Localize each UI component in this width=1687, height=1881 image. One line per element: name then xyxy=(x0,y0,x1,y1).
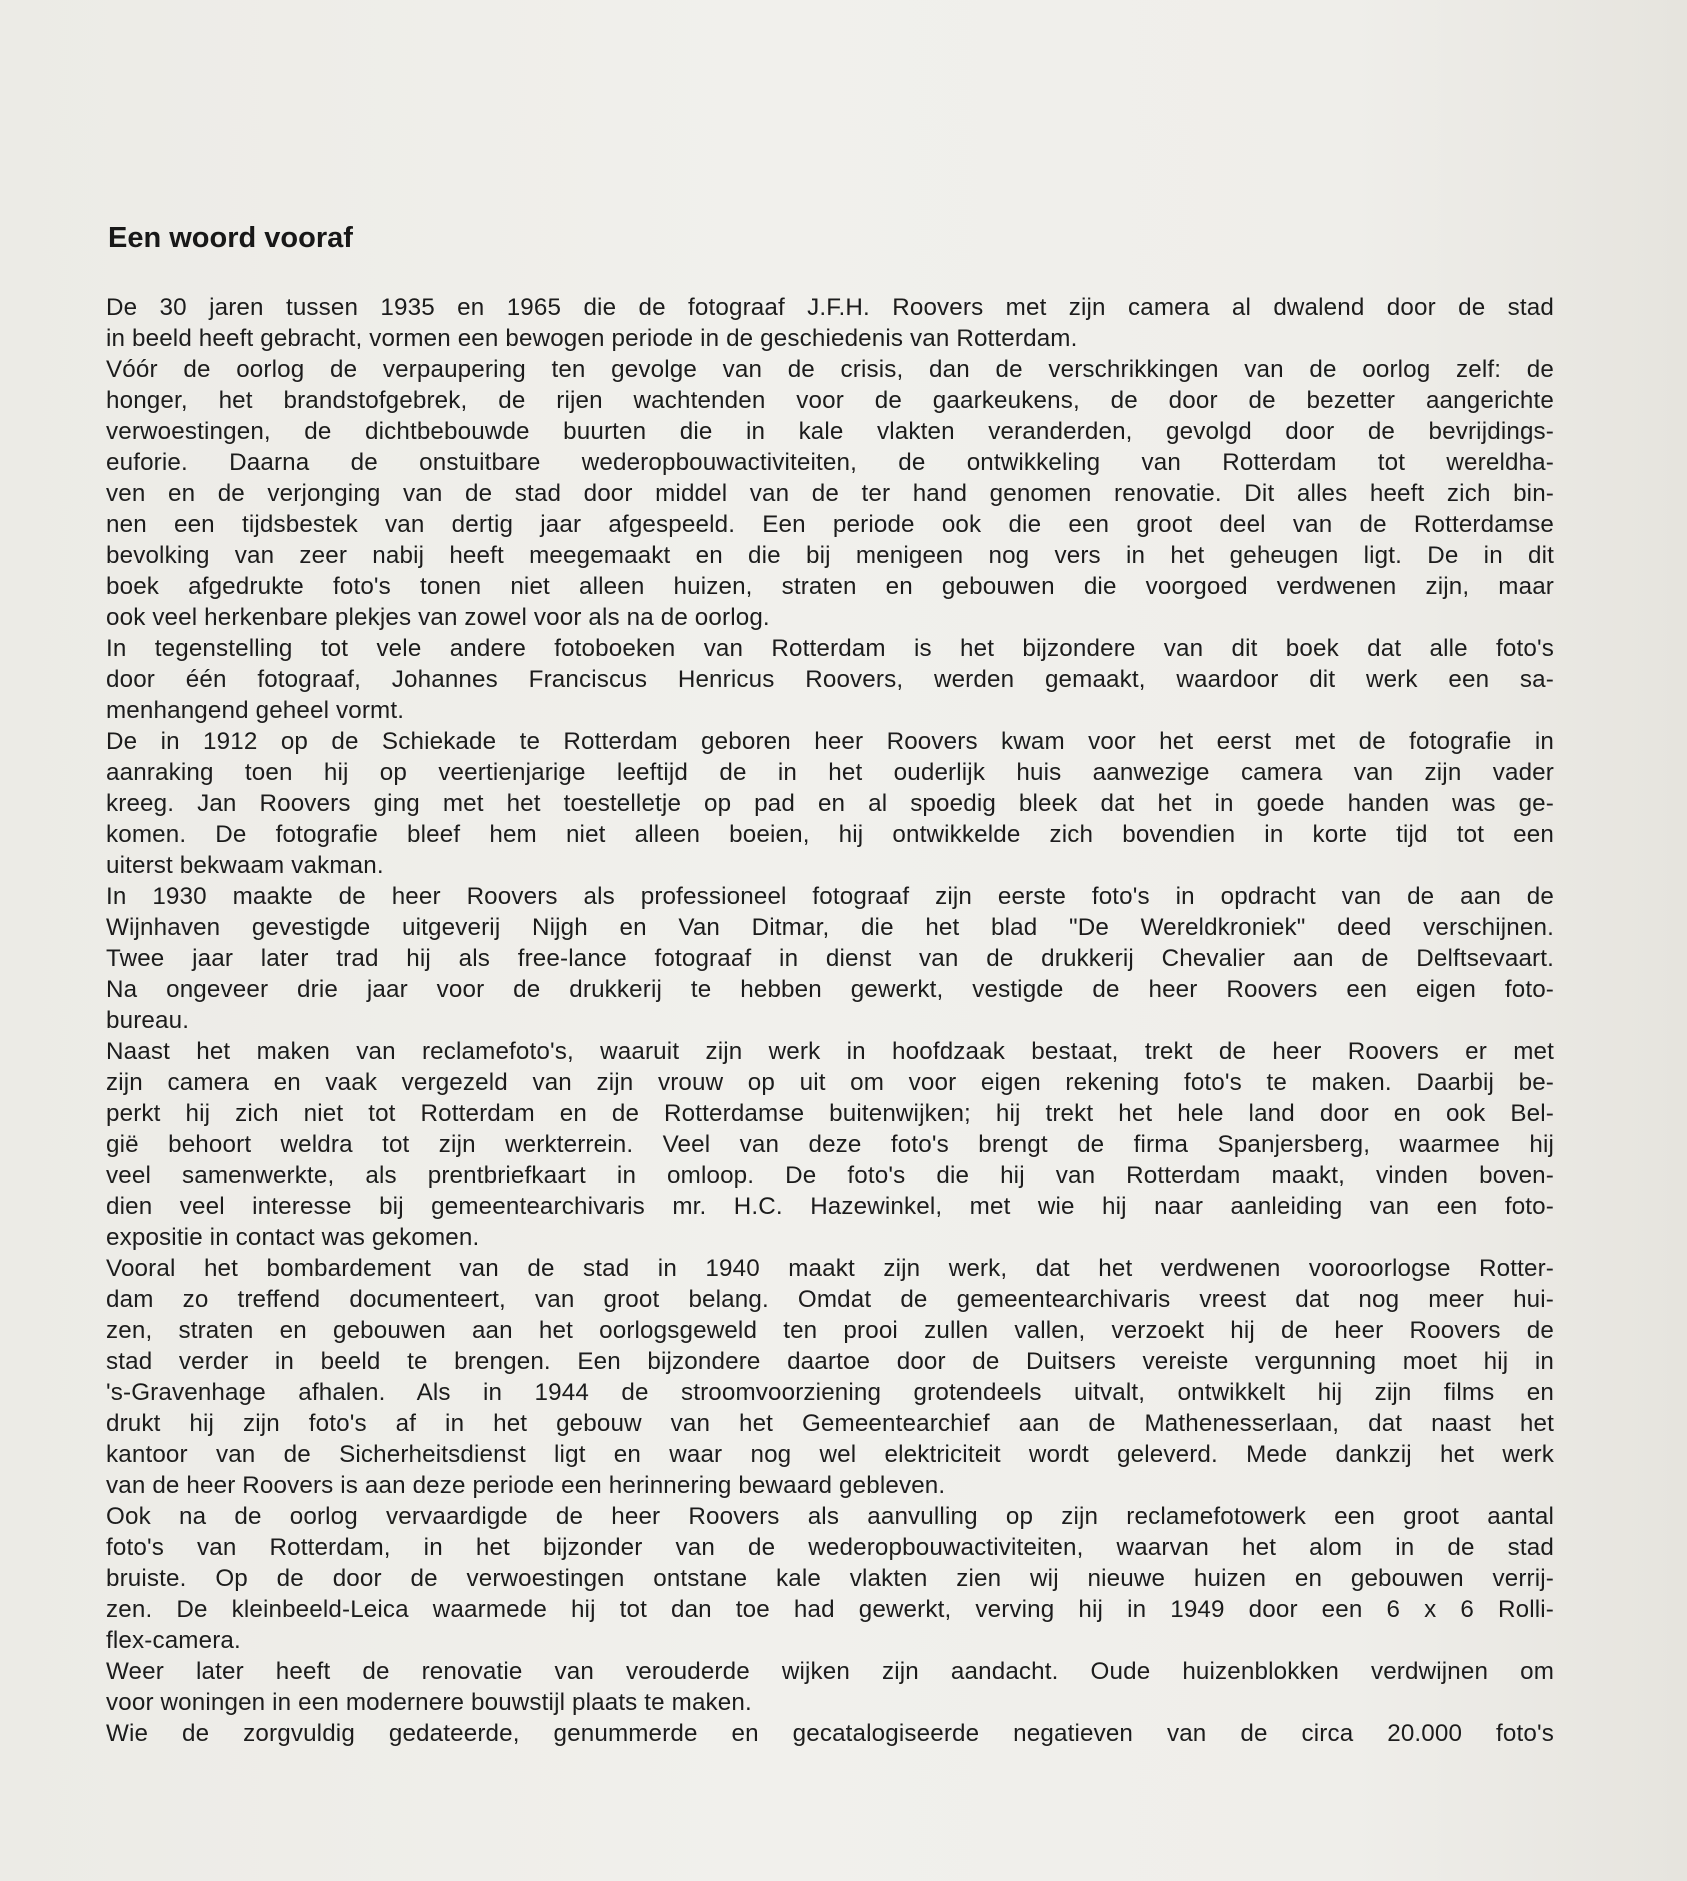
text-line: ook veel herkenbare plekjes van zowel voor als na de oorlog. xyxy=(106,604,770,631)
text-line: in beeld heeft gebracht, vormen een bewogen periode in de geschiedenis van Rotterdam. xyxy=(106,325,1078,352)
text-line: Na ongeveer drie jaar voor de drukkerij te hebben gewerkt, vestigde de heer Roovers een eigen foto- xyxy=(106,976,1554,1003)
text-line: van de heer Roovers is aan deze periode een herinnering bewaard gebleven. xyxy=(106,1472,946,1499)
text-line: Vooral het bombardement van de stad in 1940 maakt zijn werk, dat het verdwenen vooroorlogse Rotter- xyxy=(106,1255,1554,1282)
text-line: flex-camera. xyxy=(106,1627,241,1654)
text-line: bevolking van zeer nabij heeft meegemaakt en die bij menigeen nog vers in het geheugen ligt. De in dit xyxy=(106,542,1554,569)
text-line: door één fotograaf, Johannes Franciscus Henricus Roovers, werden gemaakt, waardoor dit werk een sa- xyxy=(106,666,1554,693)
text-line: kreeg. Jan Roovers ging met het toestelletje op pad en al spoedig bleek dat het in goede handen was ge- xyxy=(106,790,1554,817)
text-line: drukt hij zijn foto's af in het gebouw van het Gemeentearchief aan de Mathenesserlaan, dat naast het xyxy=(106,1410,1554,1437)
text-line: Weer later heeft de renovatie van verouderde wijken zijn aandacht. Oude huizenblokken verdwijnen om xyxy=(106,1658,1554,1685)
text-line: boek afgedrukte foto's tonen niet alleen huizen, straten en gebouwen die voorgoed verdwenen zijn, maar xyxy=(106,573,1554,600)
text-line: veel samenwerkte, als prentbriefkaart in omloop. De foto's die hij van Rotterdam maakt, vinden boven- xyxy=(106,1162,1554,1189)
text-line: komen. De fotografie bleef hem niet alleen boeien, hij ontwikkelde zich bovendien in korte tijd tot een xyxy=(106,821,1554,848)
text-line: In 1930 maakte de heer Roovers als professioneel fotograaf zijn eerste foto's in opdracht van de aan de xyxy=(106,883,1554,910)
text-line: In tegenstelling tot vele andere fotoboeken van Rotterdam is het bijzondere van dit boek dat alle foto's xyxy=(106,635,1554,662)
text-line: menhangend geheel vormt. xyxy=(106,697,405,724)
text-line: gië behoort weldra tot zijn werkterrein. Veel van deze foto's brengt de firma Spanjersberg, waarmee hij xyxy=(106,1131,1554,1158)
text-line: nen een tijdsbestek van dertig jaar afgespeeld. Een periode ook die een groot deel van de Rotterdamse xyxy=(106,511,1554,538)
text-line: uiterst bekwaam vakman. xyxy=(106,852,384,879)
text-line: Ook na de oorlog vervaardigde de heer Roovers als aanvulling op zijn reclamefotowerk een groot aantal xyxy=(106,1503,1554,1530)
page-title: Een woord vooraf xyxy=(108,222,353,254)
text-line: kantoor van de Sicherheitsdienst ligt en waar nog wel elektriciteit wordt geleverd. Mede dankzij het werk xyxy=(106,1441,1554,1468)
text-line: honger, het brandstofgebrek, de rijen wachtenden voor de gaarkeukens, de door de bezetter aangerichte xyxy=(106,387,1554,414)
body-text xyxy=(106,292,1554,1749)
text-line: zen, straten en gebouwen aan het oorlogsgeweld ten prooi zullen vallen, verzoekt hij de heer Roovers de xyxy=(106,1317,1554,1344)
text-line: De in 1912 op de Schiekade te Rotterdam geboren heer Roovers kwam voor het eerst met de fotografie in xyxy=(106,728,1554,755)
text-line: dam zo treffend documenteert, van groot belang. Omdat de gemeentearchivaris vreest dat nog meer hui- xyxy=(106,1286,1554,1313)
text-line: De 30 jaren tussen 1935 en 1965 die de fotograaf J.F.H. Roovers met zijn camera al dwalend door de stad xyxy=(106,294,1554,321)
text-line: euforie. Daarna de onstuitbare wederopbouwactiviteiten, de ontwikkeling van Rotterdam tot wereldha- xyxy=(106,449,1554,476)
text-line: ven en de verjonging van de stad door middel van de ter hand genomen renovatie. Dit alles heeft zich bin- xyxy=(106,480,1554,507)
text-line: zen. De kleinbeeld-Leica waarmede hij tot dan toe had gewerkt, verving hij in 1949 door een 6 x 6 Rolli- xyxy=(106,1596,1554,1623)
text-line: Vóór de oorlog de verpaupering ten gevolge van de crisis, dan de verschrikkingen van de oorlog zelf: de xyxy=(106,356,1554,383)
text-line: 's-Gravenhage afhalen. Als in 1944 de stroomvoorziening grotendeels uitvalt, ontwikkelt hij zijn films en xyxy=(106,1379,1554,1406)
text-line: bruiste. Op de door de verwoestingen ontstane kale vlakten zien wij nieuwe huizen en gebouwen verrij- xyxy=(106,1565,1554,1592)
text-line: dien veel interesse bij gemeentearchivaris mr. H.C. Hazewinkel, met wie hij naar aanleiding van een foto- xyxy=(106,1193,1554,1220)
text-line: Wie de zorgvuldig gedateerde, genummerde en gecatalogiseerde negatieven van de circa 20.000 foto's xyxy=(106,1720,1554,1747)
text-line: voor woningen in een modernere bouwstijl plaats te maken. xyxy=(106,1689,752,1716)
text-line: Twee jaar later trad hij als free-lance fotograaf in dienst van de drukkerij Chevalier aan de Delftsevaart. xyxy=(106,945,1554,972)
text-line: aanraking toen hij op veertienjarige leeftijd de in het ouderlijk huis aanwezige camera van zijn vader xyxy=(106,759,1554,786)
text-line: foto's van Rotterdam, in het bijzonder van de wederopbouwactiviteiten, waarvan het alom in de stad xyxy=(106,1534,1554,1561)
text-line: zijn camera en vaak vergezeld van zijn vrouw op uit om voor eigen rekening foto's te maken. Daarbij be- xyxy=(106,1069,1554,1096)
text-line: Naast het maken van reclamefoto's, waaruit zijn werk in hoofdzaak bestaat, trekt de heer Roovers er met xyxy=(106,1038,1554,1065)
text-line: verwoestingen, de dichtbebouwde buurten die in kale vlakten veranderden, gevolgd door de bevrijdings- xyxy=(106,418,1554,445)
text-line: bureau. xyxy=(106,1007,190,1034)
text-line: perkt hij zich niet tot Rotterdam en de Rotterdamse buitenwijken; hij trekt het hele land door en ook Bel- xyxy=(106,1100,1554,1127)
text-line: stad verder in beeld te brengen. Een bijzondere daartoe door de Duitsers vereiste vergunning moet hij in xyxy=(106,1348,1554,1375)
text-line: Wijnhaven gevestigde uitgeverij Nijgh en Van Ditmar, die het blad "De Wereldkroniek" deed verschijnen. xyxy=(106,914,1554,941)
text-line: expositie in contact was gekomen. xyxy=(106,1224,480,1251)
